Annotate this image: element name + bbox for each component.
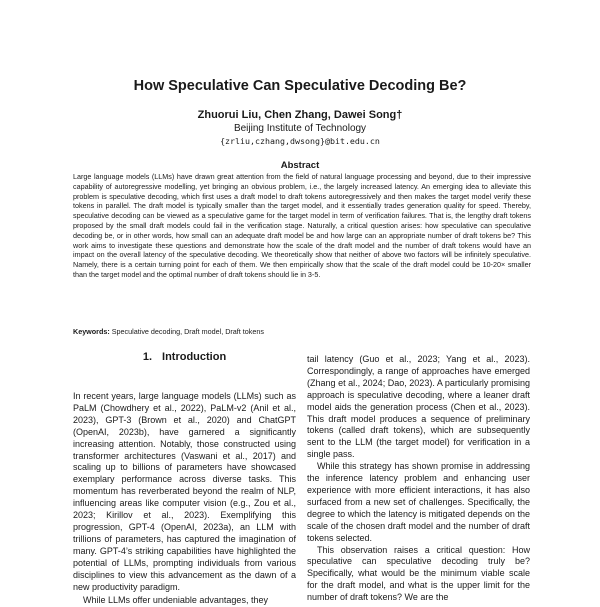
author-list: Zhuorui Liu, Chen Zhang, Dawei Song†: [197, 109, 403, 121]
affiliation: Beijing Institute of Technology: [233, 123, 367, 134]
intro-paragraph-4: This observation raises a critical question: How speculative can speculative decoding truly be? Specifically, what would be the minimum viable scale for the draft model, and what is the upper limit for the number of draft tokens? We are the: [307, 544, 530, 603]
keywords-text: Speculative decoding, Draft model, Draft tokens: [111, 327, 264, 336]
left-column: [73, 391, 296, 607]
abstract-body: Large language models (LLMs) have drawn great attention from the field of natural language processing and beyond, due to their impressive capability of autoregressive modelling, yet bringing an obvious problem, i.e., the largely increased latency. An emerging idea to alleviate this problem is speculative decoding, which first uses a draft model to draft tokens autoregressively and then makes the target model verify these tokens in parallel. The draft model is typically smaller than the target model, and it essentially trades generation quality for speed. Thereby, speculative decoding can be viewed as a speculative game for the target model in term of verification failures. That is, the lengthy draft tokens proposed by the small draft models could fail in the verification stage. Naturally, a critical question arises: how speculative can speculative decoding be, or in other words, how small can an adequate draft model be and how large can an appropriate number of draft tokens be? This work aims to investigate these questions and demonstrate how the scale of the draft model and the number of draft tokens would have an impact on the overall latency of the speculative decoding. We theoretically show that neither of above two factors will be infinitely speculative. Namely, there is a certain turning point for each of them. We then empirically show that the scale of the draft model could be 10-20× smaller than the target model and the optimal number of draft tokens should lie in 3-5.: [73, 172, 531, 279]
intro-paragraph-2: While LLMs offer undeniable advantages, they: [83, 595, 268, 606]
intro-paragraph-1: In recent years, large language models (LLMs) such as PaLM (Chowdhery et al., 2022), PaLM-v2 (Anil et al., 2023), GPT-3 (Brown et al., 2020) and ChatGPT (OpenAI, 2023b), have garnered a significantly increasing attention. Notably, those constructed using transformer architectures (Vaswani et al., 2017) and scaling up to billions of parameters have showcased exemplary performance across diverse tasks. This momentum has reverberated beyond the realm of NLP, influencing areas like computer vision (e.g., Zou et al., 2023; Kirillov et al., 2023). Exemplifying this progression, GPT-4 (OpenAI, 2023a), an LLM with trillions of parameters, has captured the imagination of many. GPT-4’s striking capabilities have highlighted the potential of LLMs, prompting individuals from various disciplines to view this advancement as the dawn of a new productivity paradigm.: [73, 391, 296, 592]
paper-title: How Speculative Can Speculative Decoding Be?: [133, 78, 467, 94]
keywords-label: Keywords:: [73, 327, 110, 336]
section-heading-introduction: [73, 351, 296, 363]
right-column: [307, 354, 530, 604]
section-title: Introduction: [162, 351, 227, 363]
keywords-line: [73, 327, 531, 336]
author-emails: {zrliu,czhang,dwsong}@bit.edu.cn: [220, 136, 380, 146]
intro-paragraph-3: While this strategy has shown promise in addressing the inference latency problem and enhancing user experience with more efficient interactions, it has also surfaced from a new set of challenges. Specifically, the degree to which the latency is mitigated depends on the scale of the chosen draft model and the number of draft tokens selected.: [307, 461, 530, 543]
section-number: 1.: [142, 351, 153, 363]
abstract-heading: Abstract: [280, 160, 320, 171]
intro-paragraph-cont: tail latency (Guo et al., 2023; Yang et al., 2023). Correspondingly, a range of approaches have emerged (Zhang et al., 2024; Dao, 2023). A particularly promising approach is speculative decoding, where a leaner draft model aids the generation process (Chen et al., 2023). This draft model produces a sequence of preliminary tokens (called draft tokens), which are subsequently sent to the LLM (the target model) for verification in a single pass.: [307, 354, 530, 460]
